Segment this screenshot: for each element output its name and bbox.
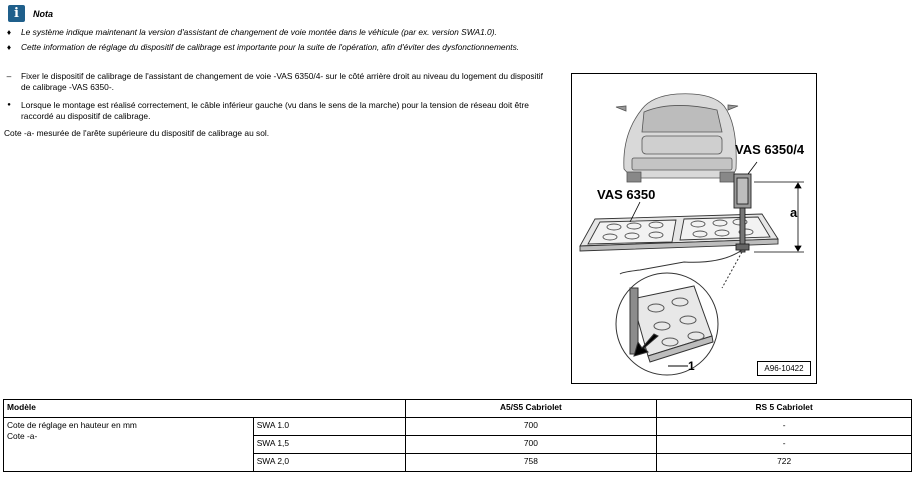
label-vas-6350: VAS 6350 [597,187,656,202]
caption-text: Cote -a- mesurée de l'arête supérieure du dispositif de calibrage au sol. [4,128,270,138]
header-model: Modèle [4,400,406,418]
label-item-1: 1 [688,359,695,373]
swa-version: SWA 2,0 [253,454,405,472]
header-a5-s5: A5/S5 Cabriolet [405,400,657,418]
table-header-row [4,400,912,418]
table-row [4,418,912,436]
header-rs5: RS 5 Cabriolet [657,400,912,418]
row-label-cell [4,418,254,472]
bullet-mark: ♦ [6,27,12,37]
dash-mark: – [6,71,12,81]
step-item [4,100,554,122]
label-vas-6350-4: VAS 6350/4 [735,142,805,157]
note-item-text: Le système indique maintenant la version d'assistant de changement de voie montée dans le véhicule (par ex. version SWA1.0). [21,27,497,37]
dot-mark: ● [7,102,11,108]
calibration-figure [571,73,817,384]
figure-id: A96-10422 [757,361,811,376]
note-item [4,42,554,53]
value-a5-s5: 700 [405,418,657,436]
step-text: Lorsque le montage est réalisé correctement, le câble inférieur gauche (vu dans le sens de la marche) pour la tension de réseau doit être raccordé au dispositif de calibrage. [21,100,529,121]
step-text: Fixer le dispositif de calibrage de l'assistant de changement de voie -VAS 6350/4- sur le côté arrière droit au niveau du logement du dispositif de calibrage -VAS 6350-. [21,71,543,92]
caption [4,128,554,139]
car-rear-illustration [616,94,738,182]
note-title: Nota [33,8,53,19]
note-item-text: Cette information de réglage du dispositif de calibrage est importante pour la suite de l'opération, afin d'éviter des dysfonctionnements. [21,42,520,52]
calibration-drawing [572,74,818,385]
info-icon: i [8,5,25,22]
value-rs5: - [657,418,912,436]
adjustment-table [3,399,912,472]
value-a5-s5: 700 [405,436,657,454]
note-item [4,27,554,38]
value-rs5: 722 [657,454,912,472]
power-cable [620,250,742,274]
row-label-line2: Cote -a- [7,431,38,441]
bullet-mark: ♦ [6,42,12,52]
step-item [4,71,554,93]
value-a5-s5: 758 [405,454,657,472]
note-header [8,5,53,22]
swa-version: SWA 1,5 [253,436,405,454]
swa-version: SWA 1.0 [253,418,405,436]
label-dimension-a: a [790,205,798,220]
value-rs5: - [657,436,912,454]
row-label-line1: Cote de réglage en hauteur en mm [7,420,137,430]
